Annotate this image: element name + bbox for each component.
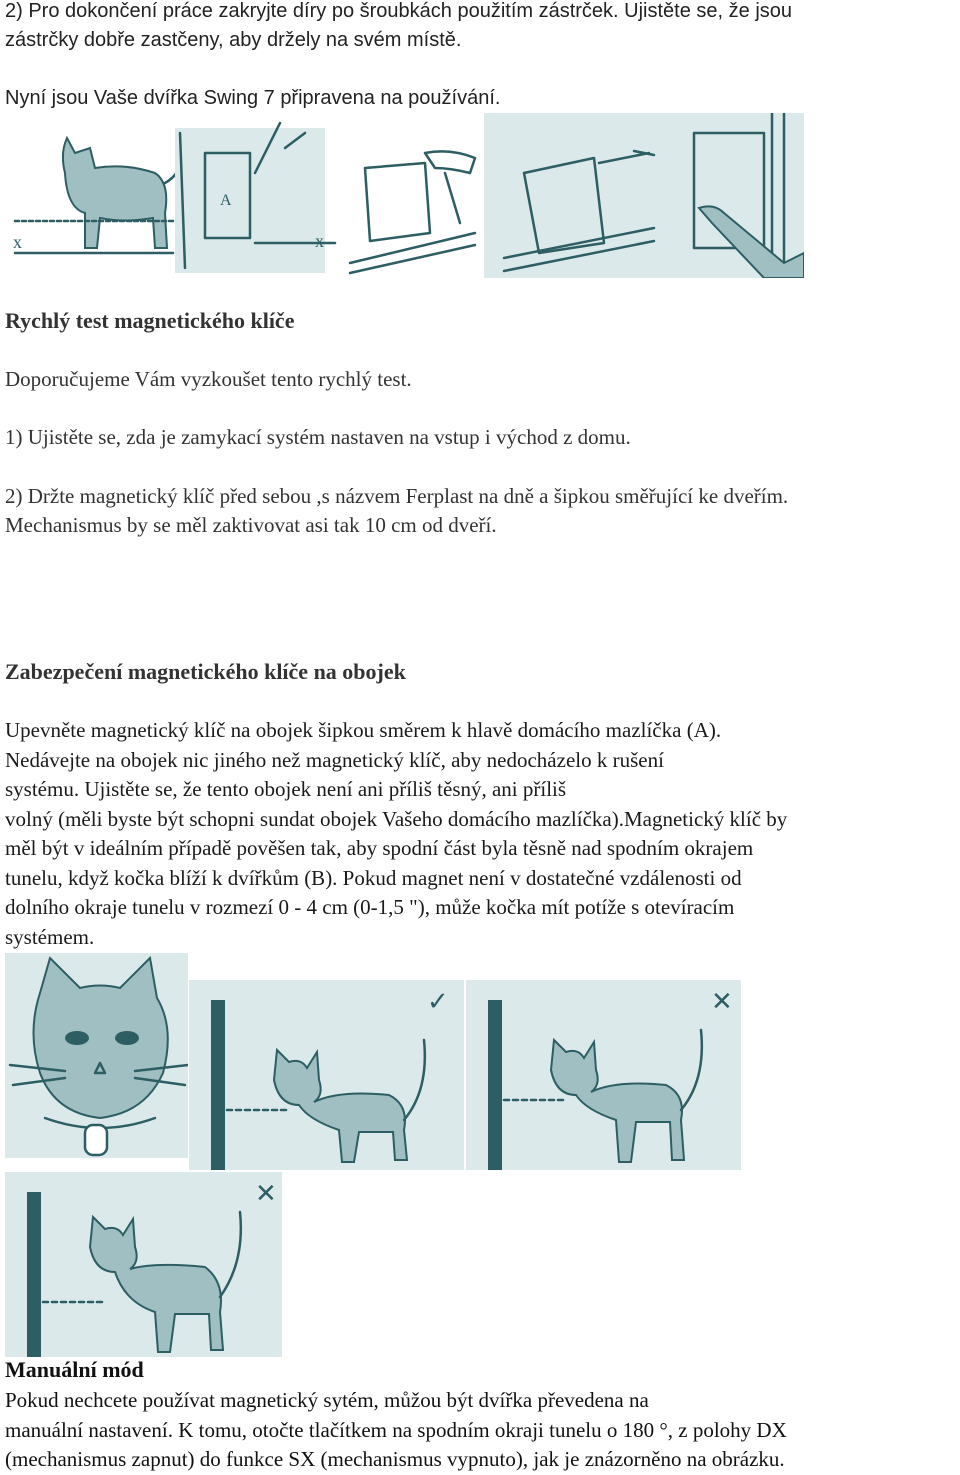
test-step-2-line-2: Mechanismus by se měl zaktivovat asi tak 10 cm od dveří. xyxy=(5,513,497,537)
manual-line: manuální nastavení. K tomu, otočte tlačítkem na spodním okraji tunelu o 180 °, z polohy DX xyxy=(5,1417,787,1442)
test-step-2-line-1: 2) Držte magnetický klíč před sebou ,s názvem Ferplast na dně a šipkou směřující ke dveřím. xyxy=(5,484,789,508)
cross-mark: ✕ xyxy=(711,987,733,1016)
test-step-1: 1) Ujistěte se, zda je zamykací systém nastaven na vstup i východ z domu. xyxy=(5,425,631,449)
manual-line: Pokud nechcete používat magnetický sytém, můžou být dvířka převedena na xyxy=(5,1388,649,1412)
manual-line: (mechanismus zapnut) do funkce SX (mechanismus vypnuto), jak je znázorněno na obrázku. xyxy=(5,1447,785,1471)
collar-line: dolního okraje tunelu v rozmezí 0 - 4 cm (0-1,5 "), může kočka mít potíže s otevíracím xyxy=(5,895,735,919)
manual-paragraph xyxy=(5,1386,960,1475)
collar-line: systému. Ujistěte se, že tento obojek není ani příliš těsný, ani příliš xyxy=(5,777,567,801)
cross-mark: ✕ xyxy=(255,1179,277,1208)
installation-illustration xyxy=(5,113,482,278)
intro-line-1: 2) Pro dokončení práce zakryjte díry po šroubkách použitím zástrček. Ujistěte se, že jsou xyxy=(5,0,793,22)
sanding-illustration xyxy=(484,113,804,278)
svg-text:x: x xyxy=(13,232,22,252)
intro-line-2: zástrčky dobře zastčeny, aby držely na svém místě. xyxy=(5,29,462,51)
collar-line: tunelu, když kočka blíží k dvířkům (B). Pokud magnet není v dostatečné vzdálenosti od xyxy=(5,865,742,890)
test-recommend: Doporučujeme Vám vyzkoušet tento rychlý test. xyxy=(5,367,412,391)
collar-heading: Zabezpečení magnetického klíče na obojek xyxy=(5,659,406,684)
collar-line: systémem. xyxy=(5,924,95,949)
cat-correct-height-illustration xyxy=(189,980,464,1170)
collar-line: Upevněte magnetický klíč na obojek šipkou směrem k hlavě domácího mazlíčka (A). xyxy=(5,718,722,742)
collar-paragraph xyxy=(5,716,960,952)
door-cutout-drawing xyxy=(340,128,480,273)
check-mark: ✓ xyxy=(427,987,449,1016)
cat-collar-closeup-illustration xyxy=(5,953,188,1158)
collar-line: měl být v ideálním případě pověšen tak, aby spodní část byla těsně nad spodním okrajem xyxy=(5,836,754,860)
test-heading: Rychlý test magnetického klíče xyxy=(5,308,295,333)
svg-text:x: x xyxy=(315,231,324,251)
collar-line: volný (měli byste být schopni sundat obojek Vašeho domácího mazlíčka).Magnetický klíč by xyxy=(5,806,788,831)
wall-template-drawing xyxy=(175,123,335,273)
manual-heading: Manuální mód xyxy=(5,1357,144,1382)
cat-too-high-illustration xyxy=(466,980,741,1170)
measured-cat-drawing xyxy=(13,138,180,253)
panel-letter-a: A xyxy=(220,192,232,209)
collar-line: Nedávejte na obojek nic jiného než magnetický klíč, aby nedocházelo k rušení xyxy=(5,747,664,772)
intro-line-3: Nyní jsou Vaše dvířka Swing 7 připravena na používání. xyxy=(5,87,501,109)
cat-too-low-illustration xyxy=(5,1172,282,1357)
